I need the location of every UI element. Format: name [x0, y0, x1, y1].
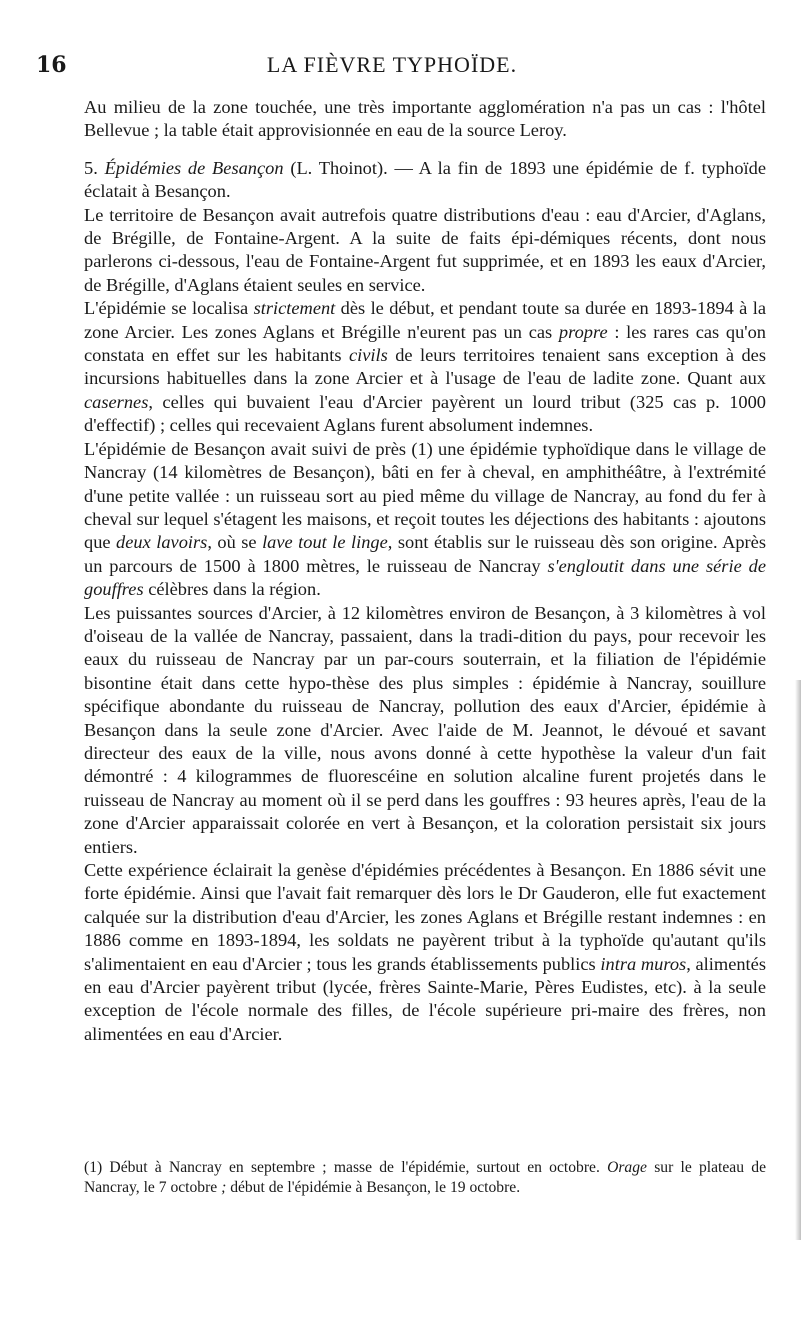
- text-run: (1) Début à Nancray en septembre ; masse de l'épidémie, surtout en octobre.: [84, 1159, 608, 1176]
- text-run: L'épidémie de Besançon avait suivi de près (1) une épidémie typhoïdique dans le village de Nancray (14 kilomètres de Besançon), bâti en fer à cheval, en amphithéâtre, à l'extrémité d'une petite vallée : un ruisseau sort au pied même du village de Nancray, au fond du fer à cheval sur lequel s'étagent les maisons, et reçoit toutes les déjections des habitants : ajoutons que: [84, 438, 766, 553]
- text-run: : les rares cas qu'on constata en effet sur les habitants: [84, 321, 766, 366]
- running-title: LA FIÈVRE TYPHOÏDE.: [266, 52, 518, 77]
- text-run: , alimentés en eau d'Arcier payèrent tribut (lycée, frères Sainte-Marie, Pères Eudistes, etc). à la seule exception de l'école normale des filles, de l'école supérieure pri-maire des frères, non alimentées en eau d'Arcier.: [84, 953, 766, 1044]
- page-number: 16: [36, 52, 67, 78]
- italic-text: civils: [348, 345, 388, 366]
- text-run: 5.: [84, 157, 105, 178]
- italic-text: casernes: [84, 391, 149, 412]
- text-run: célèbres dans la région.: [143, 579, 321, 600]
- paragraph: [84, 96, 766, 143]
- text-run: Les puissantes sources d'Arcier, à 12 kilomètres environ de Besançon, à 3 kilomètres à vol d'oiseau de la vallée de Nancray, passaient, dans la tradi-dition du pays, pour recevoir les eaux du ruisseau de Nancray par un par-cours souterrain, et la filiation de l'épidémie bisontine était dans cette hypo-thèse des plus simples : épidémie à Nancray, souillure spécifique abondante du ruisseau de Nancray, pollution des eaux d'Arcier, épidémie à Besançon dans la seule zone d'Arcier. Avec l'aide de M. Jeannot, le dévoué et savant directeur des eaux de la ville, nous avons donné à cette hypothèse la valeur d'un fait démontré : 4 kilogrammes de fluorescéine en solution alcaline furent projetés dans le ruisseau de Nancray au moment où il se perd dans les gouffres : 93 heures après, l'eau de la zone d'Arcier apparaissait colorée en vert à Besançon, et la coloration persistait six jours entiers.: [84, 602, 766, 857]
- body-text: [84, 96, 766, 1046]
- italic-text: intra muros: [600, 953, 687, 974]
- italic-text: deux lavoirs: [116, 532, 208, 553]
- italic-text: Orage: [607, 1159, 647, 1176]
- paragraph-spacer: [84, 143, 766, 157]
- text-run: , sont établis sur le ruisseau dès son origine. Après un parcours de 1500 à 1800 mètres, le ruisseau de Nancray: [84, 532, 766, 576]
- text-run: Cette expérience éclairait la genèse d'épidémies précédentes à Besançon. En 1886 sévit une forte épidémie. Ainsi que l'avait fait remarquer dès lors le Dr Gauderon, elle fut exactement calquée sur la distribution d'eau d'Arcier, les zones Aglans et Brégille restant indemnes : en 1886 comme en 1893-1894, les soldats ne payèrent tribut à la typhoïde qu'autant qu'ils s'alimentaient en eau d'Arcier ; tous les grands établissements publics: [84, 860, 766, 974]
- italic-text: s'engloutit dans une série de gouffres: [84, 555, 766, 600]
- italic-text: propre: [558, 321, 608, 342]
- paragraph: [84, 297, 766, 437]
- italic-text: strictement: [253, 298, 336, 319]
- text-run: dès le début, et pendant toute sa durée en 1893-1894 à la zone Arcier. Les zones Aglans et Brégille n'eurent pas un cas: [84, 298, 766, 342]
- text-run: début de l'épidémie à Besançon, le 19 octobre.: [226, 1179, 521, 1196]
- text-run: Au milieu de la zone touchée, une très importante agglomération n'a pas un cas : l'hôtel Bellevue ; la table était approvisionnée en eau de la source Leroy.: [84, 97, 766, 141]
- footnotes: [84, 1158, 766, 1198]
- page-header: [36, 52, 748, 82]
- paragraph: [84, 204, 766, 298]
- footnote: [84, 1158, 766, 1198]
- text-run: , celles qui buvaient l'eau d'Arcier payèrent un lourd tribut (325 cas p. 1000 d'effectif) ; celles qui recevaient Aglans furent absolument indemnes.: [84, 391, 766, 436]
- paragraph: [84, 438, 766, 602]
- text-run: L'épidémie se localisa: [84, 298, 254, 319]
- italic-text: Épidémies de Besançon: [104, 157, 284, 178]
- paragraph: [84, 859, 766, 1046]
- text-run: de leurs territoires tenaient sans exception à des incursions habituelles dans la zone Arcier et à l'usage de l'eau de ladite zone. Quant aux: [84, 345, 767, 389]
- text-run: Le territoire de Besançon avait autrefois quatre distributions d'eau : eau d'Arcier, d'Aglans, de Brégille, de Fontaine-Argent. A la suite de faits épi-démiques récents, dont nous parlerons ci-dessous, l'eau de Fontaine-Argent fut supprimée, et en 1893 les eaux d'Arcier, de Brégille, d'Aglans étaient seules en service.: [84, 204, 766, 295]
- italic-text: lave tout le linge: [262, 532, 388, 553]
- paragraph: [84, 157, 766, 204]
- text-run: sur le plateau de Nancray, le 7 octobre: [84, 1159, 766, 1196]
- italic-text: ;: [221, 1179, 227, 1196]
- paragraph: [84, 602, 766, 859]
- page-edge-shadow: [795, 680, 801, 1240]
- text-run: (L. Thoinot). — A la fin de 1893 une épidémie de f. typhoïde éclatait à Besançon.: [84, 157, 766, 202]
- text-run: , où se: [207, 532, 263, 553]
